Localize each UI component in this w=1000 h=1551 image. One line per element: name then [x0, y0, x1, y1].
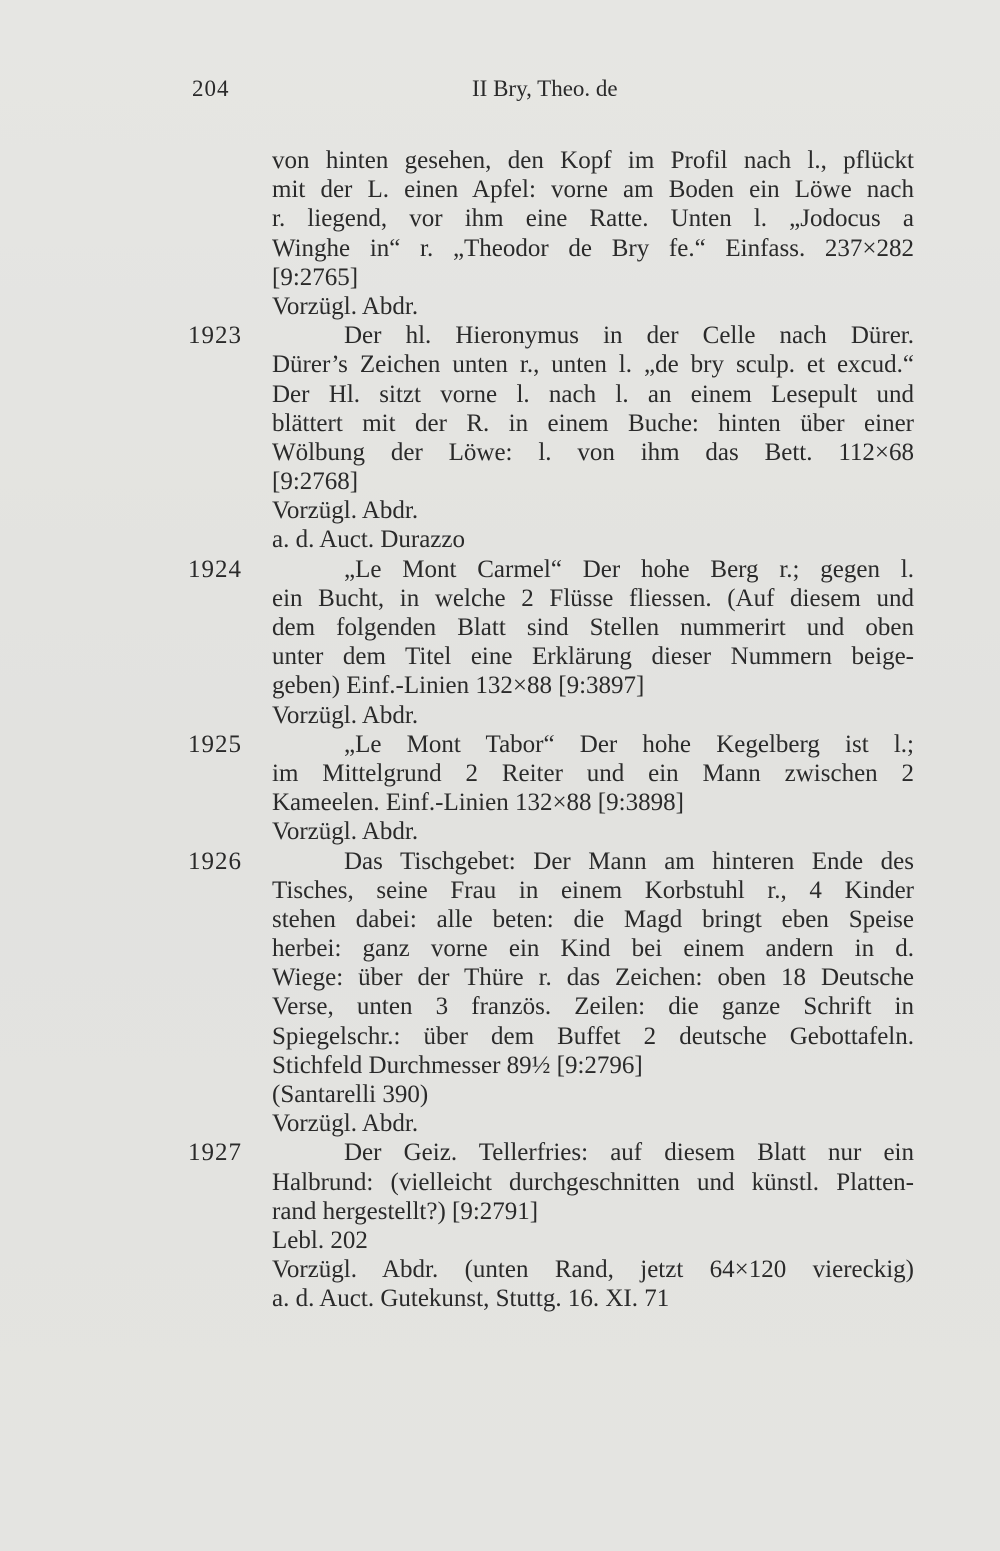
- text-line: [0, 146, 1000, 175]
- entry-number: 1926: [188, 847, 242, 875]
- text-line: [0, 467, 1000, 496]
- entry-text-line: unter dem Titel eine Erklärung dieser Nummern beige-: [272, 643, 914, 671]
- text-line: [0, 963, 1000, 992]
- text-line: [0, 1255, 1000, 1284]
- text-line: [0, 584, 1000, 613]
- text-line: [0, 788, 1000, 817]
- text-line: [0, 555, 1000, 584]
- entry-text-line: Vorzügl. Abdr.: [272, 497, 419, 525]
- entry-text-line: Winghe in“ r. „Theodor de Bry fe.“ Einfass. 237×282: [272, 234, 914, 262]
- text-line: [0, 1168, 1000, 1197]
- entry-number: 1927: [188, 1139, 242, 1167]
- entry-text-line: Wiege: über der Thüre r. das Zeichen: oben 18 Deutsche: [272, 964, 914, 992]
- text-line: [0, 1080, 1000, 1109]
- entry-title-line: „Le Mont Carmel“ Der hohe Berg r.; gegen l.: [344, 555, 914, 583]
- entry-text-line: Wölbung der Löwe: l. von ihm das Bett. 112×68: [272, 438, 914, 466]
- text-line: [0, 409, 1000, 438]
- running-title: II Bry, Theo. de: [472, 76, 618, 101]
- entry-text-line: [9:2765]: [272, 263, 359, 291]
- text-line: [0, 613, 1000, 642]
- text-line: [0, 496, 1000, 525]
- text-line: [0, 1138, 1000, 1167]
- entry-text-line: r. liegend, vor ihm eine Ratte. Unten l. „Jodocus a: [272, 205, 914, 233]
- entry-text-line: Vorzügl. Abdr. (unten Rand, jetzt 64×120 viereckig): [272, 1256, 914, 1284]
- entry-text-line: Kameelen. Einf.-Linien 132×88 [9:3898]: [272, 789, 684, 817]
- entry-text-line: a. d. Auct. Durazzo: [272, 526, 465, 554]
- text-line: [0, 1284, 1000, 1313]
- entry-text-line: (Santarelli 390): [272, 1081, 429, 1108]
- entry-text-line: Der Hl. sitzt vorne l. nach l. an einem Lesepult und: [272, 380, 914, 408]
- entry-text-line: [9:2768]: [272, 468, 359, 496]
- text-line: [0, 847, 1000, 876]
- entry-text-line: im Mittelgrund 2 Reiter und ein Mann zwischen 2: [272, 759, 914, 787]
- entry-text-line: dem folgenden Blatt sind Stellen nummerirt und oben: [272, 614, 914, 641]
- catalogue-text: [0, 146, 1000, 1314]
- text-line: [0, 175, 1000, 204]
- text-line: [0, 817, 1000, 846]
- text-line: [0, 234, 1000, 263]
- entry-text-line: rand hergestellt?) [9:2791]: [272, 1197, 539, 1225]
- entry-text-line: Vorzügl. Abdr.: [272, 818, 419, 846]
- text-line: [0, 759, 1000, 788]
- text-line: [0, 730, 1000, 759]
- entry-text-line: Vorzügl. Abdr.: [272, 292, 419, 320]
- entry-text-line: Stichfeld Durchmesser 89½ [9:2796]: [272, 1051, 643, 1079]
- entry-text-line: a. d. Auct. Gutekunst, Stuttg. 16. XI. 71: [272, 1285, 670, 1313]
- running-head: [0, 72, 1000, 108]
- text-line: [0, 204, 1000, 233]
- text-line: [0, 671, 1000, 700]
- text-line: [0, 350, 1000, 379]
- page-number: 204: [192, 76, 230, 101]
- text-line: [0, 1022, 1000, 1051]
- entry-text-line: Verse, unten 3 französ. Zeilen: die ganze Schrift in: [272, 993, 914, 1021]
- entry-text-line: Spiegelschr.: über dem Buffet 2 deutsche Gebottafeln.: [272, 1022, 914, 1050]
- text-line: [0, 1051, 1000, 1080]
- text-line: [0, 905, 1000, 934]
- entry-text-line: geben) Einf.-Linien 132×88 [9:3897]: [272, 672, 645, 700]
- entry-title-line: Das Tischgebet: Der Mann am hinteren Ende des: [344, 847, 914, 875]
- entry-text-line: herbei: ganz vorne ein Kind bei einem andern in d.: [272, 935, 914, 963]
- text-line: [0, 1226, 1000, 1255]
- entry-text-line: mit der L. einen Apfel: vorne am Boden ein Löwe nach: [272, 176, 914, 204]
- entry-title-line: Der hl. Hieronymus in der Celle nach Dürer.: [344, 322, 914, 350]
- entry-text-line: Halbrund: (vielleicht durchgeschnitten und künstl. Platten-: [272, 1168, 914, 1196]
- entry-text-line: Lebl. 202: [272, 1226, 368, 1254]
- text-line: [0, 642, 1000, 671]
- entry-text-line: von hinten gesehen, den Kopf im Profil nach l., pflückt: [272, 147, 914, 174]
- text-line: [0, 438, 1000, 467]
- text-line: [0, 934, 1000, 963]
- text-line: [0, 1197, 1000, 1226]
- entry-title-line: „Le Mont Tabor“ Der hohe Kegelberg ist l.;: [344, 730, 914, 758]
- entry-number: 1924: [188, 555, 242, 583]
- text-line: [0, 876, 1000, 905]
- text-line: [0, 992, 1000, 1021]
- text-line: [0, 525, 1000, 554]
- text-line: [0, 263, 1000, 292]
- text-line: [0, 292, 1000, 321]
- entry-number: 1925: [188, 730, 242, 758]
- entry-text-line: Vorzügl. Abdr.: [272, 701, 419, 729]
- entry-text-line: Vorzügl. Abdr.: [272, 1110, 419, 1138]
- text-line: [0, 321, 1000, 350]
- text-line: [0, 380, 1000, 409]
- entry-text-line: Tisches, seine Frau in einem Korbstuhl r., 4 Kinder: [272, 876, 914, 904]
- entry-number: 1923: [188, 322, 242, 350]
- entry-title-line: Der Geiz. Tellerfries: auf diesem Blatt nur ein: [344, 1139, 914, 1167]
- text-line: [0, 1109, 1000, 1138]
- entry-text-line: stehen dabei: alle beten: die Magd bringt eben Speise: [272, 905, 914, 933]
- entry-text-line: blättert mit der R. in einem Buche: hinten über einer: [272, 409, 914, 437]
- entry-text-line: ein Bucht, in welche 2 Flüsse fliessen. (Auf diesem und: [272, 584, 914, 612]
- entry-text-line: Dürer’s Zeichen unten r., unten l. „de bry sculp. et excud.“: [272, 351, 914, 379]
- text-line: [0, 701, 1000, 730]
